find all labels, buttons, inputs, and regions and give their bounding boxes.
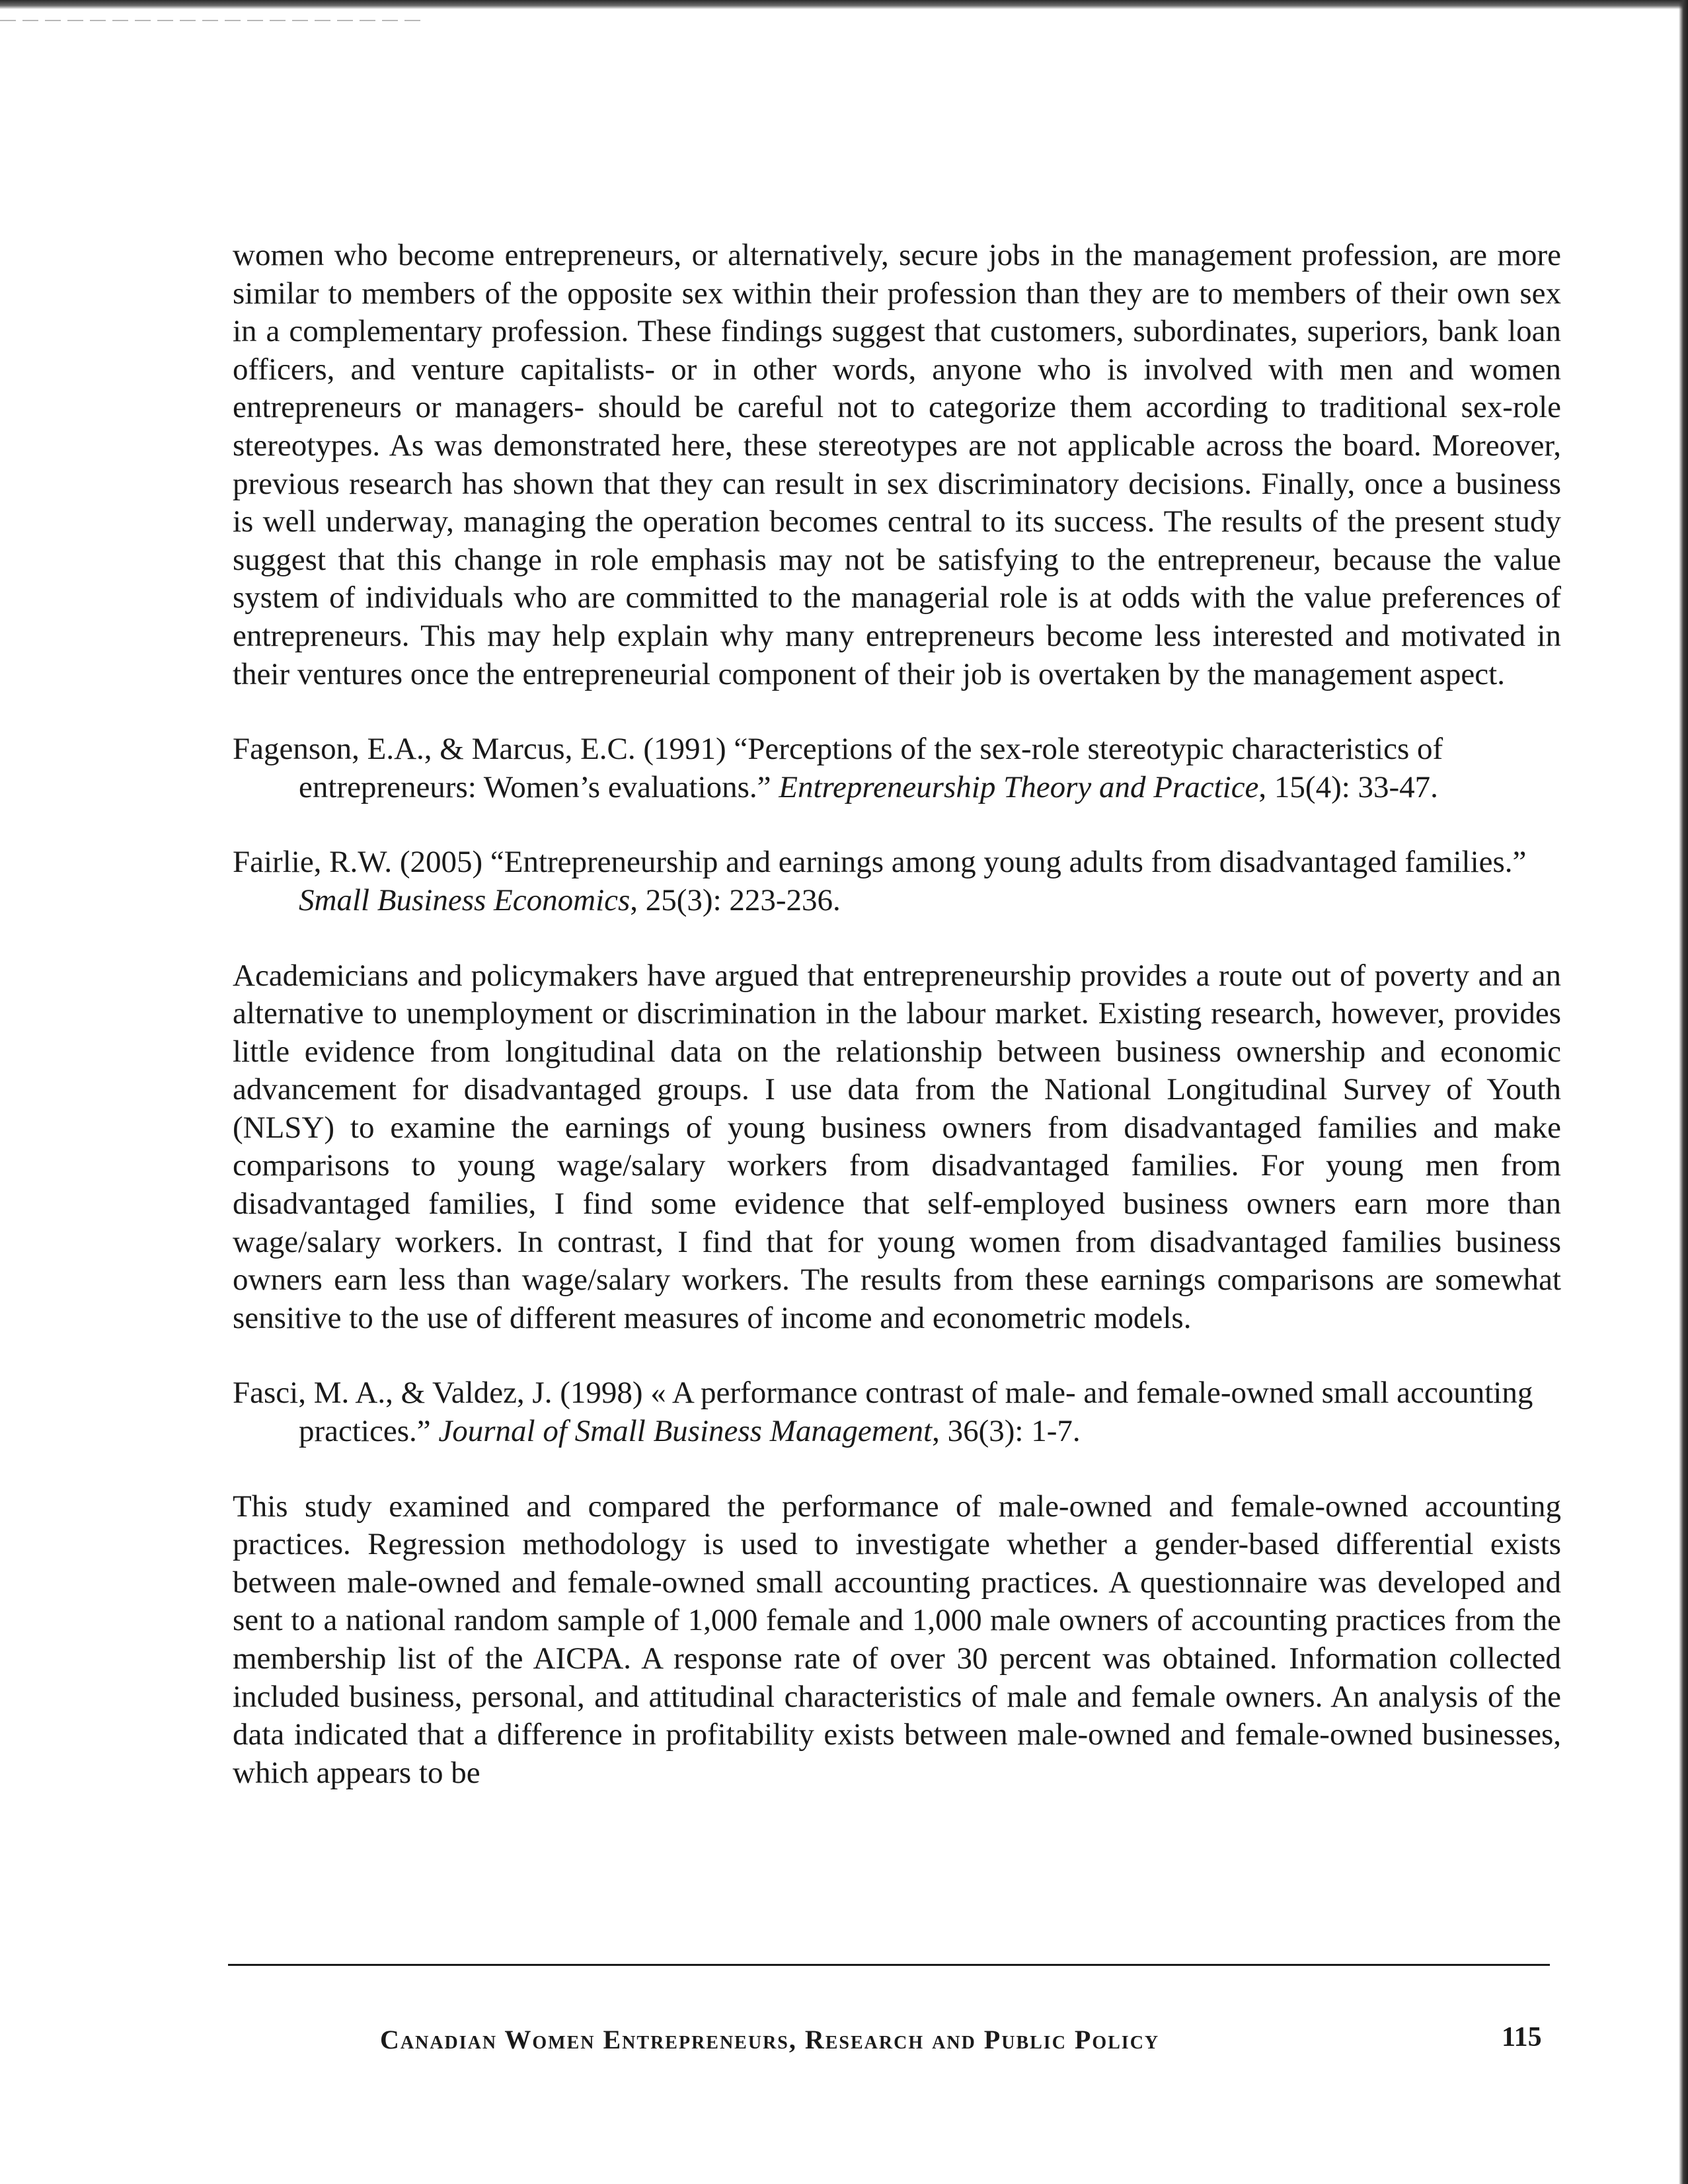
paragraph-fairlie-summary: Academicians and policymakers have argued that entrepreneurship provides a route out of poverty and an alternative to unemployment or discrimination in the labour market. Existing research, however, provides little evidence from longitudinal data on the relationship between business ownership and economic advancement for disadvantaged groups. I use data from the National Longitudinal Survey of Youth (NLSY) to examine the earnings of young business owners from disadvantaged families and make comparisons to young wage/salary workers from disadvantaged families. For young men from disadvantaged families, I find some evidence that self-employed business owners earn more than wage/salary workers. In contrast, I find that for young women from disadvantaged families business owners earn less than wage/salary workers. The results from these earnings comparisons are somewhat sensitive to the use of different measures of income and econometric models. (233, 958, 1561, 1335)
reference-fasci-valdez (233, 1374, 1561, 1450)
scan-artifact-line (0, 20, 423, 21)
footer-divider (228, 1964, 1550, 1966)
paragraph-fasci-summary: This study examined and compared the performance of male-owned and female-owned accounting practices. Regression methodology is used to investigate whether a gender-based differential exists between male-owned and female-owned small accounting practices. A questionnaire was developed and sent to a national random sample of 1,000 female and 1,000 male owners of accounting practices from the membership list of the AICPA. A response rate of over 30 percent was obtained. Information collected included business, personal, and attitudinal characteristics of male and female owners. An analysis of the data indicated that a difference in profitability exists between male-owned and female-owned businesses, which appears to be (233, 1489, 1561, 1790)
reference-volume: , 15(4): 33-47. (1258, 769, 1438, 804)
reference-fairlie (233, 843, 1561, 919)
page-number: 115 (1502, 2022, 1542, 2052)
page-body (233, 237, 1561, 1792)
reference-volume: , 25(3): 223-236. (630, 882, 841, 917)
reference-citation: Fairlie, R.W. (2005) “Entrepreneurship and earnings among young adults from disadvantaged families.” (233, 845, 1527, 880)
running-footer-title: Canadian Women Entrepreneurs, Research and Public Policy (380, 2025, 1160, 2054)
reference-fagenson-marcus (233, 730, 1561, 806)
reference-citation: Fagenson, E.A., & Marcus, E.C. (1991) “Perceptions of the sex-role stereotypic characteristics of entrepreneurs: Women’s evaluations.” (233, 732, 1443, 804)
paragraph-fagenson-summary: women who become entrepreneurs, or alternatively, secure jobs in the management profession, are more similar to members of the opposite sex within their profession than they are to members of their own sex in a complementary profession. These findings suggest that customers, subordinates, superiors, bank loan officers, and venture capitalists- or in other words, anyone who is involved with men and women entrepreneurs or managers- should be careful not to categorize them according to traditional sex-role stereotypes. As was demonstrated here, these stereotypes are not applicable across the board. Moreover, previous research has shown that they can result in sex discriminatory decisions. Finally, once a business is well underway, managing the operation becomes central to its success. The results of the present study suggest that this change in role emphasis may not be satisfying to the entrepreneur, because the value system of individuals who are committed to the managerial role is at odds with the value preferences of entrepreneurs. This may help explain why many entrepreneurs become less interested and motivated in their ventures once the entrepreneurial component of their job is overtaken by the management aspect. (233, 238, 1561, 691)
reference-journal: Journal of Small Business Management (438, 1414, 933, 1449)
reference-journal: Small Business Economics (299, 882, 631, 917)
scan-top-edge (0, 0, 1688, 9)
scan-right-edge (1679, 0, 1688, 2184)
reference-volume: , 36(3): 1-7. (932, 1414, 1081, 1449)
reference-journal: Entrepreneurship Theory and Practice (779, 769, 1259, 804)
reference-citation: Fasci, M. A., & Valdez, J. (1998) « A performance contrast of male- and female-owned small accounting practices.” (233, 1376, 1533, 1449)
